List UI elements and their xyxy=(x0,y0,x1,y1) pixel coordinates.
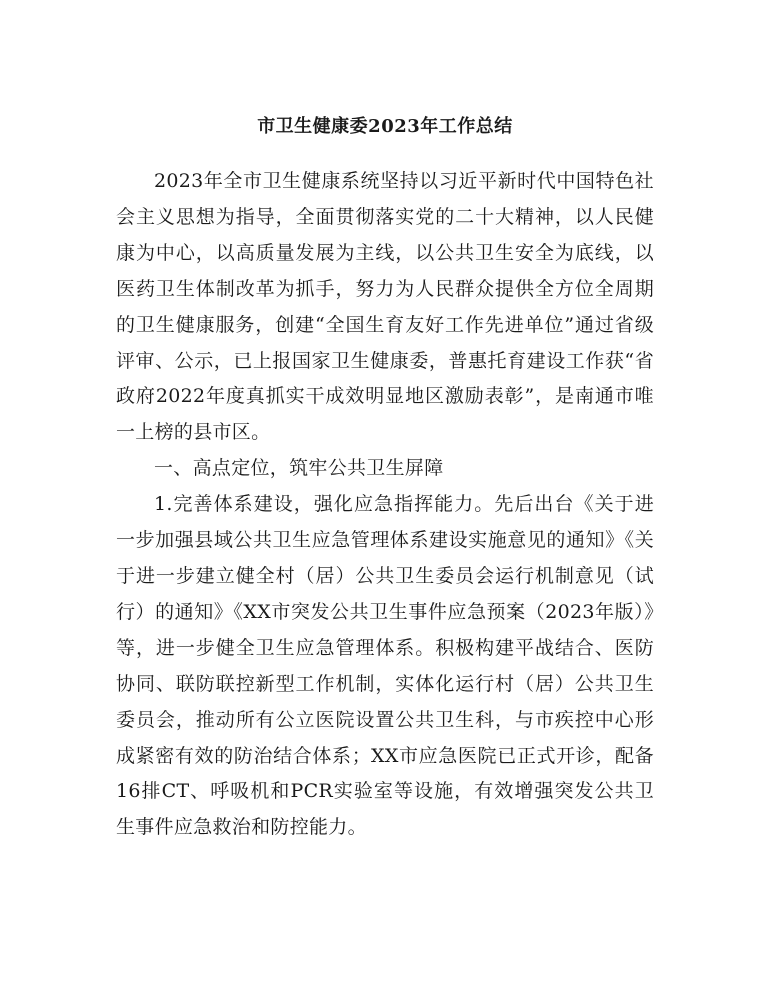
body-paragraph: 1.完善体系建设，强化应急指挥能力。先后出台《关于进一步加强县域公共卫生应急管理体系建设实施意见的通知》《关于进一步建立健全村（居）公共卫生委员会运行机制意见（试行）的通知》《XX市突发公共卫生事件应急预案（2023年版）》等，进一步健全卫生应急管理体系。积极构建平战结合、医防协同、联防联控新型工作机制，实体化运行村（居）公共卫生委员会，推动所有公立医院设置公共卫生科，与市疾控中心形成紧密有效的防治结合体系；XX市应急医院已正式开诊，配备16排CT、呼吸机和PCR实验室等设施，有效增强突发公共卫生事件应急救治和防控能力。 xyxy=(116,493,654,839)
intro-paragraph: 2023年全市卫生健康系统坚持以习近平新时代中国特色社会主义思想为指导，全面贯彻落实党的二十大精神，以人民健康为中心，以高质量发展为主线，以公共卫生安全为底线，以医药卫生体制改革为抓手，努力为人民群众提供全方位全周期的卫生健康服务，创建“全国生育友好工作先进单位”通过省级评审、公示，已上报国家卫生健康委，普惠托育建设工作获“省政府2022年度真抓实干成效明显地区激励表彰”，是南通市唯一上榜的县市区。 xyxy=(116,170,654,444)
document-title: 市卫生健康委2023年工作总结 xyxy=(257,116,513,137)
section-heading: 一、高点定位，筑牢公共卫生屏障 xyxy=(154,457,444,480)
document-body xyxy=(116,164,654,846)
